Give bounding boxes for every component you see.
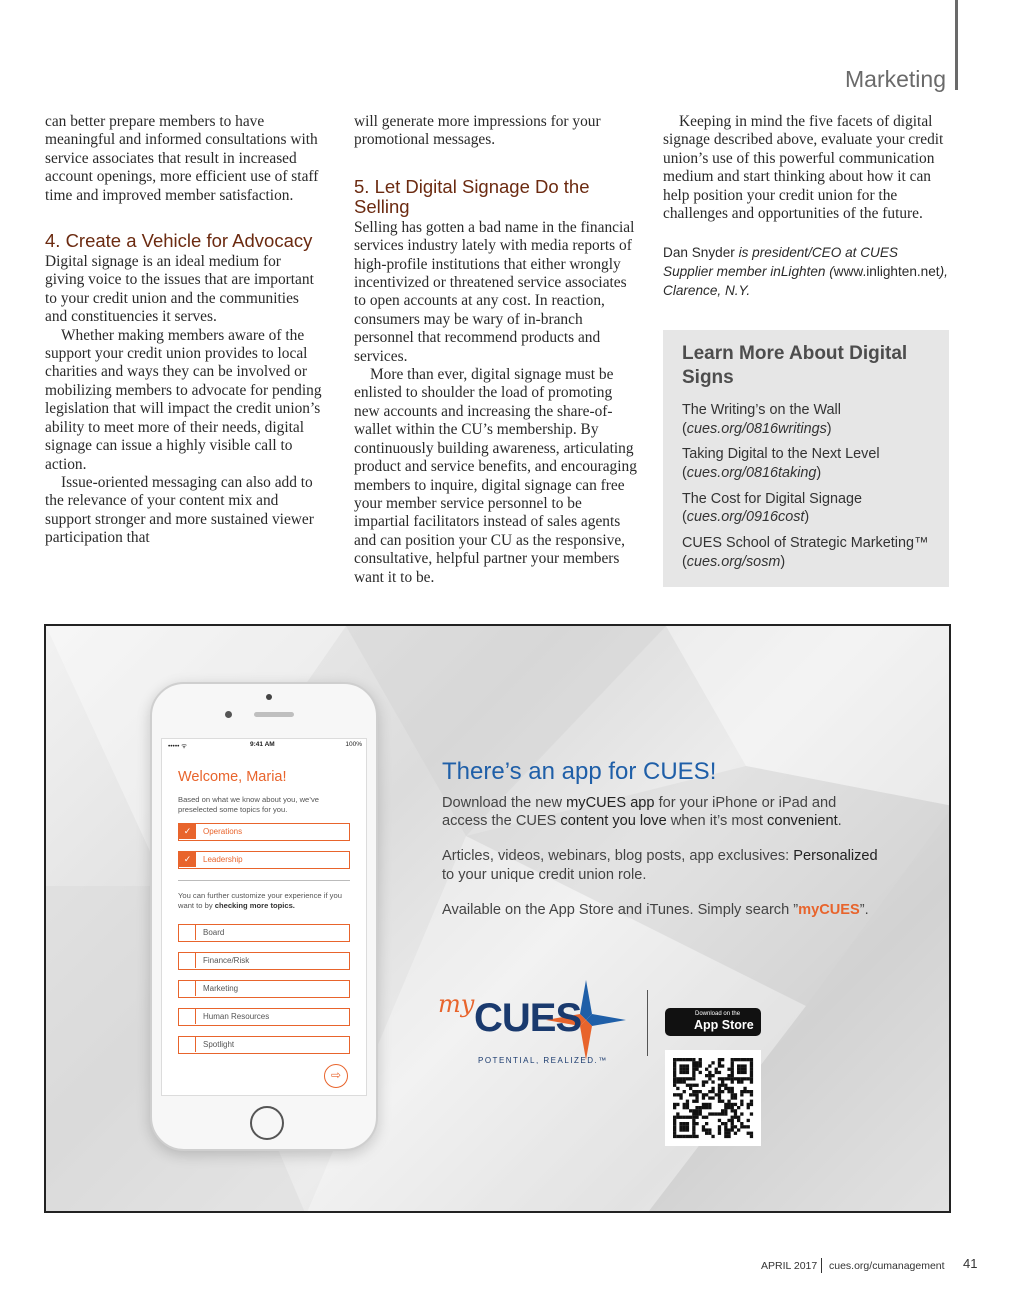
next-arrow-button[interactable]: ⇨ <box>324 1064 348 1088</box>
author-url[interactable]: www.inlighten.net <box>833 264 940 280</box>
logo-cues: CUES <box>474 996 582 1040</box>
paragraph: Issue-oriented messaging can also add to the relevance of your content mix and support stronger and more sustained viewer participation that <box>45 473 314 547</box>
mycues-logo <box>438 980 638 1070</box>
checkmark-icon: ✓ <box>179 852 196 867</box>
topic-option-board[interactable] <box>178 924 350 942</box>
author-name: Dan Snyder <box>663 245 735 261</box>
ad-paragraph <box>442 901 882 919</box>
phone-speaker <box>254 712 294 717</box>
phone-mockup <box>150 682 378 1151</box>
text: . <box>837 813 842 830</box>
learn-more-item[interactable]: Taking Digital to the Next Level (cues.org/0816taking) <box>682 446 880 481</box>
topic-label: Human Resources <box>203 1012 270 1021</box>
learn-item-label: Taking Digital to the Next Level <box>682 446 880 463</box>
subhead-advocacy: 4. Create a Vehicle for Advocacy <box>45 230 313 252</box>
learn-item-label: The Cost for Digital Signage <box>682 490 862 507</box>
appstore-small-text: Download on the <box>695 1011 741 1017</box>
checkbox <box>179 1009 196 1024</box>
topic-option-human-resources[interactable] <box>178 1008 350 1026</box>
topic-option-finance-risk[interactable] <box>178 952 350 970</box>
learn-item-url[interactable]: cues.org/sosm <box>686 553 781 570</box>
section-rule <box>955 0 958 90</box>
divider <box>178 880 350 881</box>
subhead-selling: 5. Let Digital Signage Do the Selling <box>354 175 590 217</box>
paragraph: More than ever, digital signage must be enlisted to shoulder the load of promoting new accounts and increasing the share-of-wallet within the CU’s membership. By continuously building awareness, articulating product and service benefits, and encouraging members to inquire, digital signage can free your member service personnel to be impartial facilitators instead of sales agents and can position your CU as the responsive, consultative, helpful partner your members want it to be. <box>354 366 637 586</box>
paragraph: Selling has gotten a bad name in the financial services industry lately with media reports of high-profile institutions that either wrongly incentivized or threatened service associates to open accounts at any cost. In reaction, consumers may be wary of in-branch personnel that recommend products and services. <box>354 218 635 365</box>
topic-label: Spotlight <box>203 1040 235 1049</box>
text-strong: Personalized <box>793 848 878 865</box>
text: to your unique credit union role. <box>442 866 647 883</box>
status-time: 9:41 AM <box>250 741 275 748</box>
topic-label: Finance/Risk <box>203 956 250 965</box>
ad-paragraph <box>442 794 882 830</box>
text: Articles, videos, webinars, blog posts, app exclusives: <box>442 848 794 865</box>
text-strong: content you love <box>560 813 667 830</box>
text: Download the new <box>442 795 567 811</box>
ad-body <box>442 794 882 936</box>
paragraph: can better prepare members to have meaningful and informed consultations with service associates that result in increased account openings, more efficient use of staff time and improved member satisfaction. <box>45 113 319 204</box>
text-strong: myCUES app <box>566 795 655 811</box>
paragraph: will generate more impressions for your promotional messages. <box>354 113 601 149</box>
author-role: is president/CEO at CUES Supplier member inLighten ( <box>663 245 898 280</box>
paragraph: Whether making members aware of the support your credit union provides to local charities and ways they can be involved or mobilizing members to advocate for pending legislation that will impact the credit union’s ability to meet more of their needs, digital signage can issue a highly visible call to action. <box>45 326 322 473</box>
logo-my: my <box>438 990 475 1018</box>
text: ”. <box>859 901 869 918</box>
ad-separator <box>647 990 648 1056</box>
text: for your iPhone or iPad and access the CUES <box>442 795 837 830</box>
checkmark-icon: ✓ <box>179 824 196 839</box>
checkbox <box>179 925 196 940</box>
topic-label: Leadership <box>203 855 243 864</box>
topic-label: Board <box>203 928 225 937</box>
learn-item-url[interactable]: cues.org/0916cost <box>686 509 805 526</box>
topic-option-spotlight[interactable] <box>178 1036 350 1054</box>
app-store-badge[interactable] <box>665 1008 761 1036</box>
checkbox <box>179 981 196 996</box>
topic-option-marketing[interactable] <box>178 980 350 998</box>
customize-text <box>178 891 358 911</box>
ad-headline: There’s an app for CUES! <box>442 758 717 785</box>
checkbox <box>179 953 196 968</box>
learn-item-url[interactable]: cues.org/0816writings <box>686 420 827 437</box>
phone-screen <box>161 738 367 1096</box>
signal-icon: ••••• ᯤ <box>168 743 188 750</box>
phone-sensor <box>225 711 232 718</box>
text-highlight: myCUES <box>798 901 860 918</box>
mycues-advertisement <box>44 624 951 1213</box>
checkbox <box>179 1037 196 1052</box>
paragraph: Digital signage is an ideal medium for giving voice to the issues that are important to your credit union and the communities and constituencies it serves. <box>45 253 314 326</box>
logo-tagline: POTENTIAL, REALIZED.™ <box>478 1056 608 1065</box>
learn-more-item[interactable]: The Cost for Digital Signage (cues.org/0916cost) <box>682 490 862 526</box>
welcome-heading: Welcome, Maria! <box>178 769 287 785</box>
issue-date: APRIL 2017 <box>761 1260 818 1272</box>
text: when it’s most <box>666 813 768 830</box>
text-strong: convenient <box>767 813 838 830</box>
phone-home-button <box>250 1106 284 1140</box>
learn-item-label: The Writing’s on the Wall <box>682 402 841 418</box>
status-bar <box>162 741 367 751</box>
author-bio <box>663 243 949 300</box>
paragraph: Keeping in mind the five facets of digital signage described above, evaluate your credit union’s use of this powerful communication medium and start thinking about how it can help position your credit union for the challenges and opportunities of the future. <box>663 113 944 223</box>
learn-more-item[interactable]: The Writing’s on the Wall (cues.org/0816writings) <box>682 402 841 437</box>
learn-item-url[interactable]: cues.org/0816taking <box>686 464 817 481</box>
learn-item-label: CUES School of Strategic Marketing™ <box>682 535 929 552</box>
appstore-large-text: App Store <box>694 1018 754 1032</box>
page-number: 41 <box>963 1256 978 1271</box>
topic-label: Marketing <box>203 984 239 993</box>
topic-option-leadership[interactable] <box>178 851 350 869</box>
qr-code[interactable] <box>665 1050 761 1146</box>
footer-url[interactable]: cues.org/cumanagement <box>829 1260 945 1272</box>
customize-text-plain: You can further customize your experience if you want to by <box>178 891 342 910</box>
text: Available on the App Store and iTunes. Simply search ” <box>442 901 799 918</box>
battery-icon: 100% <box>345 741 362 748</box>
ad-paragraph <box>442 847 882 883</box>
customize-text-bold: checking more topics. <box>214 901 295 910</box>
topic-label: Operations <box>203 827 243 836</box>
column-1 <box>45 113 323 548</box>
column-2 <box>354 113 640 587</box>
phone-camera <box>266 694 272 700</box>
topic-option-operations[interactable] <box>178 823 350 841</box>
section-label: Marketing <box>845 66 946 92</box>
learn-more-item[interactable]: CUES School of Strategic Marketing™ (cues.org/sosm) <box>682 535 929 570</box>
learn-more-title: Learn More About Digital Signs <box>682 343 908 388</box>
learn-more-box <box>663 330 949 587</box>
author-location: ), Clarence, N.Y. <box>663 264 948 299</box>
preselect-text: Based on what we know about you, we’ve preselected some topics for you. <box>178 795 319 814</box>
column-3 <box>663 113 949 300</box>
footer-divider <box>821 1258 822 1273</box>
